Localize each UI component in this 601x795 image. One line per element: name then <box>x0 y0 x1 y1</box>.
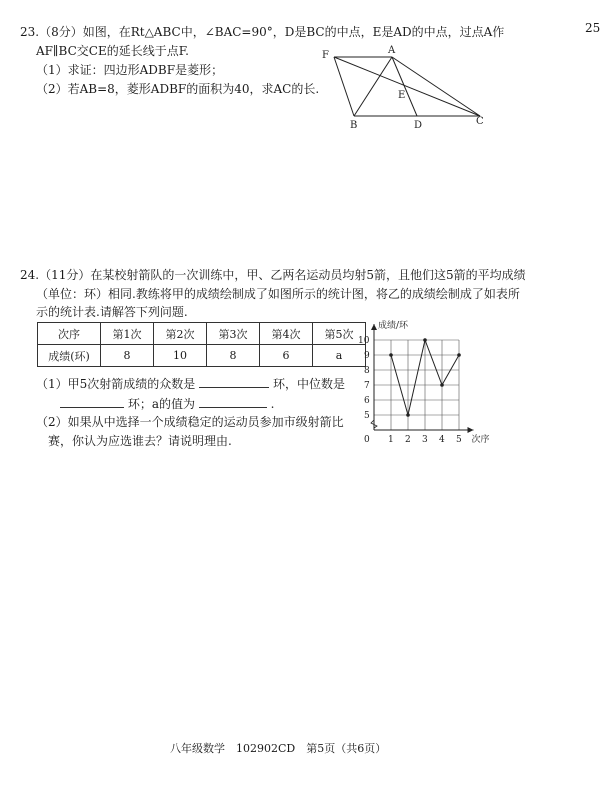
x-tick-label: 1 <box>388 435 394 445</box>
y-axis-arrow <box>371 324 377 330</box>
y-tick-label: 6 <box>364 396 370 406</box>
label-f: F <box>322 50 329 61</box>
x-tick-label: 4 <box>439 435 445 445</box>
y-tick-label: 8 <box>364 366 370 376</box>
data-point <box>457 353 461 357</box>
table-cell: 第4次 <box>260 323 313 345</box>
answer-blank-median[interactable] <box>60 395 124 408</box>
table-cell: 6 <box>260 345 313 367</box>
q24-line2: （单位：环）相同.教练将甲的成绩绘制成了如图所示的统计图，将乙的成绩绘制成了如表所 <box>36 287 520 301</box>
answer-blank-a-value[interactable] <box>199 395 267 408</box>
y-tick-labels <box>358 336 370 421</box>
table-cell: 10 <box>154 345 207 367</box>
table-cell: a <box>313 345 366 367</box>
y-axis-label: 成绩/环 <box>378 321 409 331</box>
geometry-figure <box>310 40 510 140</box>
table-cell: 第1次 <box>101 323 154 345</box>
y-tick-label: 9 <box>364 351 370 361</box>
label-a: A <box>388 45 396 56</box>
q23-part1: （1）求证：四边形ADBF是菱形； <box>36 63 224 77</box>
table-cell: 次序 <box>38 323 101 345</box>
q24-part1-text-b: 环，中位数是 <box>272 377 345 391</box>
table-row <box>38 345 366 367</box>
chart-grid <box>374 340 459 430</box>
q23-part2: （2）若AB=8，菱形ADBF的面积为40，求AC的长. <box>36 82 320 96</box>
q23-line2: AF∥BC交CE的延长线于点F. <box>36 44 189 58</box>
segment-fb <box>334 57 354 116</box>
q24-part1-text-c: 环；a的值为 <box>127 397 195 411</box>
data-point <box>440 383 444 387</box>
x-tick-label: 3 <box>422 435 428 445</box>
table-header-row <box>38 323 366 345</box>
data-point <box>423 338 427 342</box>
table-cell: 8 <box>207 345 260 367</box>
q24-line1: 24.（11分）在某校射箭队的一次训练中，甲、乙两名运动员均射5箭，且他们这5箭的平均成绩 <box>20 268 526 282</box>
y-tick-label: 7 <box>364 381 370 391</box>
y-tick-label: 10 <box>358 336 370 346</box>
label-c: C <box>476 116 484 127</box>
label-b: B <box>350 120 358 131</box>
table-cell: 第5次 <box>313 323 366 345</box>
x-tick-label: 2 <box>405 435 411 445</box>
table-cell: 成绩(环) <box>38 345 101 367</box>
score-line-chart <box>352 300 512 460</box>
origin-label: 0 <box>364 435 370 445</box>
q24-part1-line2 <box>60 395 274 412</box>
table-cell: 第3次 <box>207 323 260 345</box>
q23-line1: 23.（8分）如图，在Rt△ABC中，∠BAC=90°，D是BC的中点，E是AD的中点，过点A作 <box>20 25 505 39</box>
q24-part1-line1 <box>36 375 345 392</box>
answer-blank-mode[interactable] <box>199 375 269 388</box>
q24-part2-line2: 赛，你认为应选谁去？请说明理由. <box>48 434 232 448</box>
x-tick-label: 5 <box>456 435 462 445</box>
x-tick-labels <box>388 435 462 445</box>
x-axis-label: 次序 <box>471 435 490 445</box>
x-axis-arrow <box>468 427 474 433</box>
q24-line3: 示的统计表.请解答下列问题. <box>36 305 188 319</box>
label-e: E <box>398 90 406 101</box>
label-d: D <box>414 120 423 131</box>
q24-part2-line1: （2）如果从中选择一个成绩稳定的运动员参加市级射箭比 <box>36 415 344 429</box>
score-table <box>37 322 366 367</box>
table-cell: 8 <box>101 345 154 367</box>
data-point <box>389 353 393 357</box>
segment-ac <box>392 57 480 116</box>
q24-part1-end: . <box>270 397 275 411</box>
table-cell: 第2次 <box>154 323 207 345</box>
y-tick-label: 5 <box>364 411 370 421</box>
page-footer: 八年级数学 102902CD 第5页（共6页） <box>170 742 387 755</box>
segment-ab <box>354 57 392 116</box>
segment-fc <box>334 57 480 116</box>
data-point <box>406 413 410 417</box>
q24-part1-text-a: （1）甲5次射箭成绩的众数是 <box>36 377 196 391</box>
page-corner-number: 25 <box>585 21 601 35</box>
